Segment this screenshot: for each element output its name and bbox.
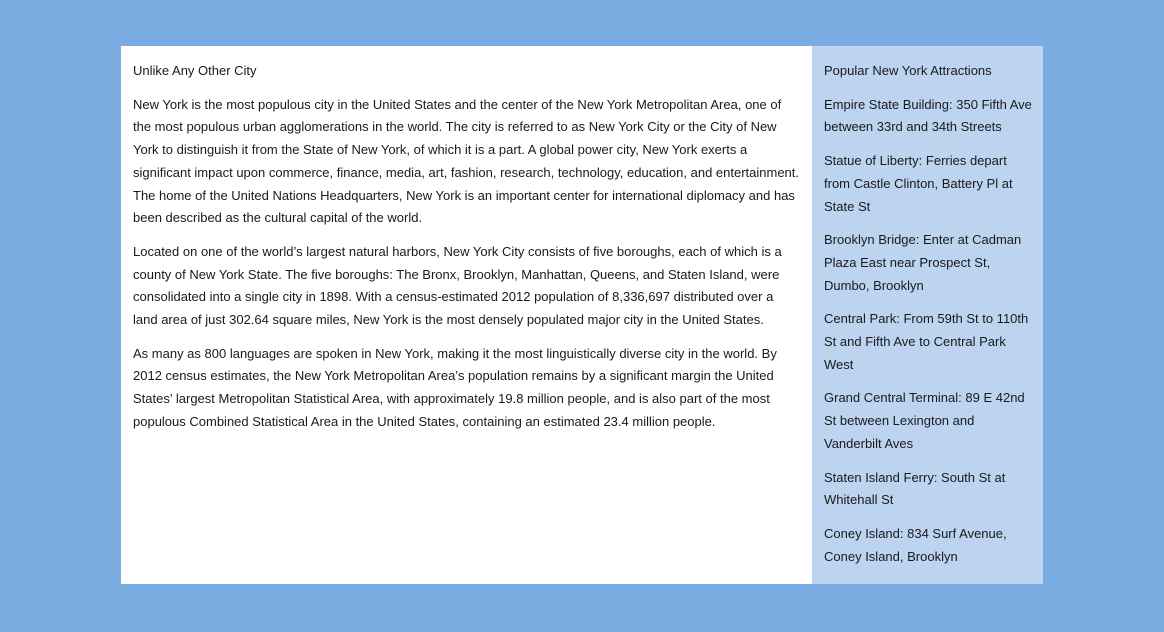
paragraph-languages: As many as 800 languages are spoken in New York, making it the most linguistically diverse city in the world. By 2012 census estimates, the New York Metropolitan Area’s population remains by a significant margin the United States’ largest Metropolitan Statistical Area, with approximately 19.8 million people, and is also part of the most populous Combined Statistical Area in the United States, containing an estimated 23.4 million people. xyxy=(133,345,777,429)
attraction-coney-island: Coney Island: 834 Surf Avenue, Coney Island, Brooklyn xyxy=(824,525,1007,564)
page-container xyxy=(121,46,1043,584)
attraction-empire-state-building: Empire State Building: 350 Fifth Ave between 33rd and 34th Streets xyxy=(824,96,1032,135)
sidebar-heading: Popular New York Attractions xyxy=(824,63,992,78)
paragraph-intro: New York is the most populous city in the United States and the center of the New York Metropolitan Area, one of the most populous urban agglomerations in the world. The city is referred to as New York City or the City of New York to distinguish it from the State of New York, of which it is a part. A global power city, New York exerts a significant impact upon commerce, finance, media, art, fashion, research, technology, education, and entertainment. The home of the United Nations Headquarters, New York is an important center for international diplomacy and has been described as the cultural capital of the world. xyxy=(133,96,800,226)
paragraph-boroughs: Located on one of the world’s largest natural harbors, New York City consists of five boroughs, each of which is a county of New York State. The five boroughs: The Bronx, Brooklyn, Manhattan, Queens, and Staten Island, were consolidated into a single city in 1898. With a census-estimated 2012 population of 8,336,697 distributed over a land area of just 302.64 square miles, New York is the most densely populated major city in the United States. xyxy=(133,243,782,328)
main-heading: Unlike Any Other City xyxy=(133,63,257,78)
attraction-central-park: Central Park: From 59th St to 110th St and Fifth Ave to Central Park West xyxy=(824,311,1029,372)
attraction-grand-central-terminal: Grand Central Terminal: 89 E 42nd St between Lexington and Vanderbilt Aves xyxy=(824,390,1025,451)
sidebar xyxy=(812,46,1043,584)
attraction-statue-of-liberty: Statue of Liberty: Ferries depart from Castle Clinton, Battery Pl at State St xyxy=(824,153,1013,214)
attraction-staten-island-ferry: Staten Island Ferry: South St at Whitehall St xyxy=(824,469,1006,508)
main-content xyxy=(121,46,812,584)
attraction-brooklyn-bridge: Brooklyn Bridge: Enter at Cadman Plaza East near Prospect St, Dumbo, Brooklyn xyxy=(824,232,1022,293)
